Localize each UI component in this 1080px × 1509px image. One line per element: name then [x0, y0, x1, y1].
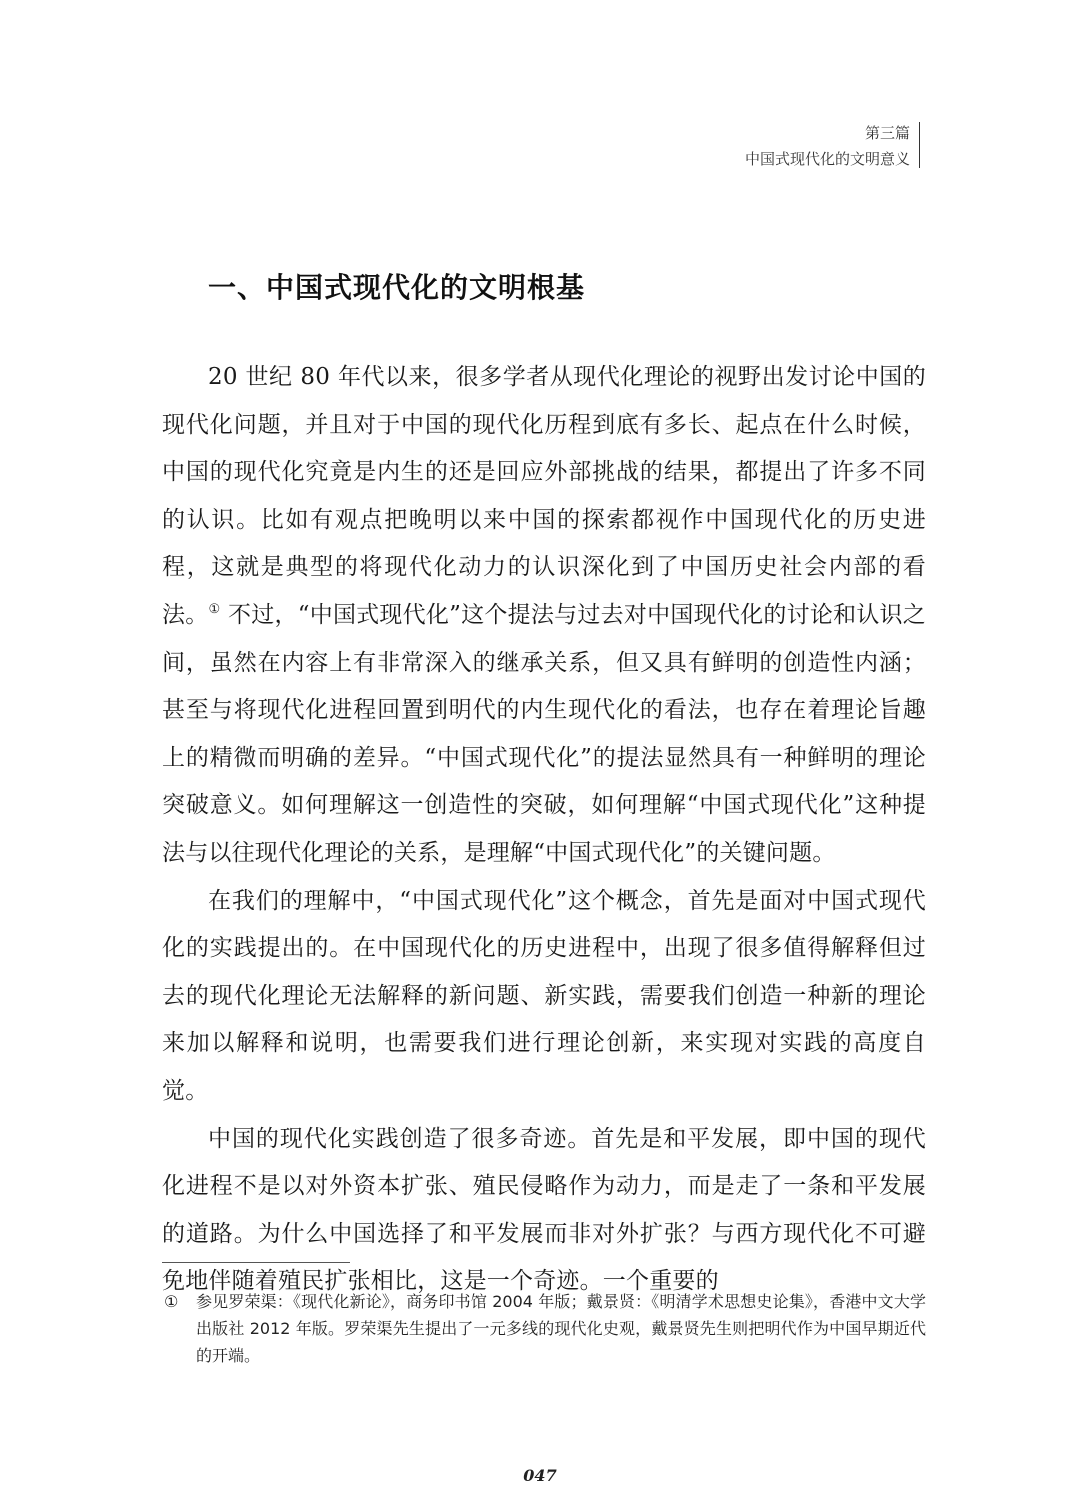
paragraph-2: 在我们的理解中，“中国式现代化”这个概念，首先是面对中国式现代化的实践提出的。在中国现代化的历史进程中，出现了很多值得解释但过去的现代化理论无法解释的新问题、新实践，需要我们创造一种新的理论来加以解释和说明，也需要我们进行理论创新，来实现对实践的高度自觉。 [162, 887, 926, 1104]
body-text [162, 354, 926, 1306]
paragraph-1-text: 20 世纪 80 年代以来，很多学者从现代化理论的视野出发讨论中国的现代化问题，并且对于中国的现代化历程到底有多长、起点在什么时候，中国的现代化究竟是内生的还是回应外部挑战的结果，都提出了许多不同的认识。比如有观点把晚明以来中国的探索都视作中国现代化的历史进程，这就是典型的将现代化动力的认识深化到了中国历史社会内部的看法。 [162, 364, 926, 628]
running-head-rule [919, 122, 921, 168]
footnote-reference[interactable]: ① [208, 601, 221, 617]
running-head-title: 中国式现代化的文明意义 [744, 150, 910, 168]
section-title: 一、中国式现代化的文明根基 [208, 271, 586, 304]
footnote-divider [162, 1262, 350, 1263]
footnote [162, 1288, 926, 1369]
paragraph-3: 中国的现代化实践创造了很多奇迹。首先是和平发展，即中国的现代化进程不是以对外资本扩张、殖民侵略作为动力，而是走了一条和平发展的道路。为什么中国选择了和平发展而非对外扩张？与西方现代化不可避免地伴随着殖民扩张相比，这是一个奇迹。一个重要的 [162, 1125, 926, 1295]
footnote-marker: ① [164, 1292, 179, 1311]
running-head-part: 第三篇 [864, 124, 910, 142]
paragraph-1-continued: 不过，“中国式现代化”这个提法与过去对中国现代化的讨论和认识之间，虽然在内容上有非常深入的继承关系，但又具有鲜明的创造性内涵；甚至与将现代化进程回置到明代的内生现代化的看法，也存在着理论旨趣上的精微而明确的差异。“中国式现代化”的提法显然具有一种鲜明的理论突破意义。如何理解这一创造性的突破，如何理解“中国式现代化”这种提法与以往现代化理论的关系，是理解“中国式现代化”的关键问题。 [162, 601, 927, 866]
page-number: 047 [523, 1466, 557, 1485]
running-head [745, 120, 920, 172]
footnote-text: 参见罗荣渠：《现代化新论》，商务印书馆 2004 年版；戴景贤：《明清学术思想史论集》，香港中文大学出版社 2012 年版。罗荣渠先生提出了一元多线的现代化史观，戴景贤先生则把明代作为中国早期近代的开端。 [196, 1292, 926, 1365]
paragraph-1 [162, 354, 926, 878]
